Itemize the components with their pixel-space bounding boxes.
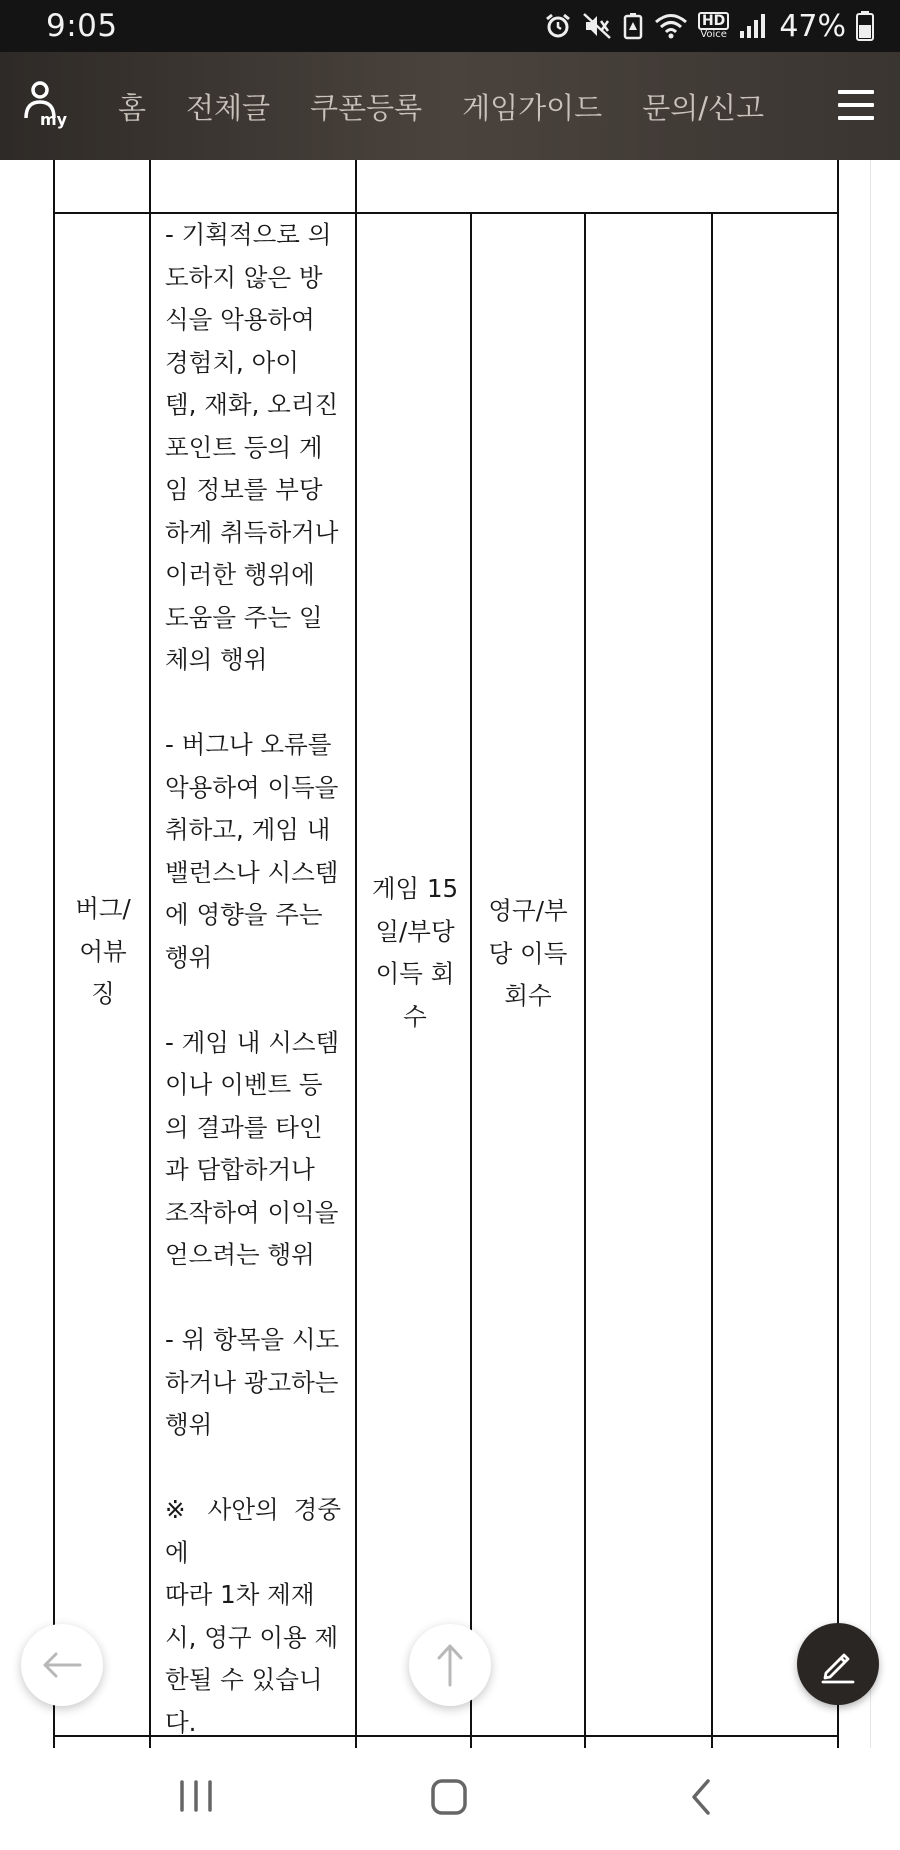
hamburger-icon[interactable] [838, 90, 874, 122]
battery-saver-icon [622, 12, 644, 40]
status-bar [0, 0, 900, 52]
back-button[interactable] [21, 1624, 103, 1706]
page-right-border [870, 160, 900, 1748]
android-nav-bar [0, 1748, 900, 1850]
nav-item-home[interactable]: 홈 [118, 90, 147, 125]
nav-item-inquiry[interactable]: 문의/신고 [642, 90, 765, 125]
battery-icon [856, 11, 874, 41]
arrow-up-icon [435, 1642, 465, 1688]
table-border [584, 213, 586, 1748]
table-border [53, 160, 55, 1748]
scroll-top-button[interactable] [409, 1624, 491, 1706]
wifi-icon [654, 12, 688, 40]
pencil-icon [817, 1643, 859, 1685]
write-button[interactable] [797, 1623, 879, 1705]
table-border [355, 160, 357, 1748]
table-border [149, 160, 151, 1748]
table-border [837, 160, 839, 1748]
alarm-icon [544, 12, 572, 40]
table-border [711, 213, 713, 1748]
nav-item-all-posts[interactable]: 전체글 [186, 90, 271, 125]
status-icons [544, 9, 874, 44]
my-page-button[interactable] [0, 52, 92, 160]
status-time: 9:05 [46, 8, 118, 44]
nav-menu [118, 86, 764, 127]
policy-table [0, 160, 900, 1748]
my-label: my [40, 110, 68, 129]
sanction-first: 게임 15 일/부당 이득 회 수 [371, 874, 459, 1031]
violation-description: - 기획적으로 의 도하지 않은 방 식을 악용하여 경험치, 아이 템, 재화, 오리진 포인트 등의 게 임 정보를 부당 하게 취득하거나 이러한 행위에 도움을 주는 일 체의 행위 - 버그나 오류를 악용하여 이득을 취하고, 게임 내 밸런스나 시스템 에 영향을 주는 행위 - 게임 내 시스템 이나 이벤트 등 의 결과를 타인 과 담합하거나 조작하여 이익을 얻으려는 행위 - 위 항목을 시도 하거나 광고하는 행위 ※ 사안의 경중에 따라 1차 제재 시, 영구 이용 제 한될 수 있습니 다. [165, 220, 341, 1737]
battery-percent: 47% [779, 8, 846, 44]
table-border [470, 213, 472, 1748]
signal-icon [739, 13, 765, 39]
back-icon[interactable] [686, 1778, 716, 1816]
nav-item-coupon[interactable]: 쿠폰등록 [310, 90, 423, 125]
arrow-left-icon [40, 1650, 84, 1680]
nav-header [0, 52, 900, 160]
violation-category: 버그/ 어뷰 징 [75, 894, 131, 1008]
nav-item-game-guide[interactable]: 게임가이드 [462, 90, 603, 125]
mute-icon [582, 12, 612, 40]
home-icon[interactable] [430, 1778, 468, 1816]
recent-apps-icon[interactable] [178, 1778, 214, 1814]
sanction-second: 영구/부 당 이득 회수 [488, 896, 568, 1010]
hd-voice-icon: HD Voice [698, 12, 729, 40]
